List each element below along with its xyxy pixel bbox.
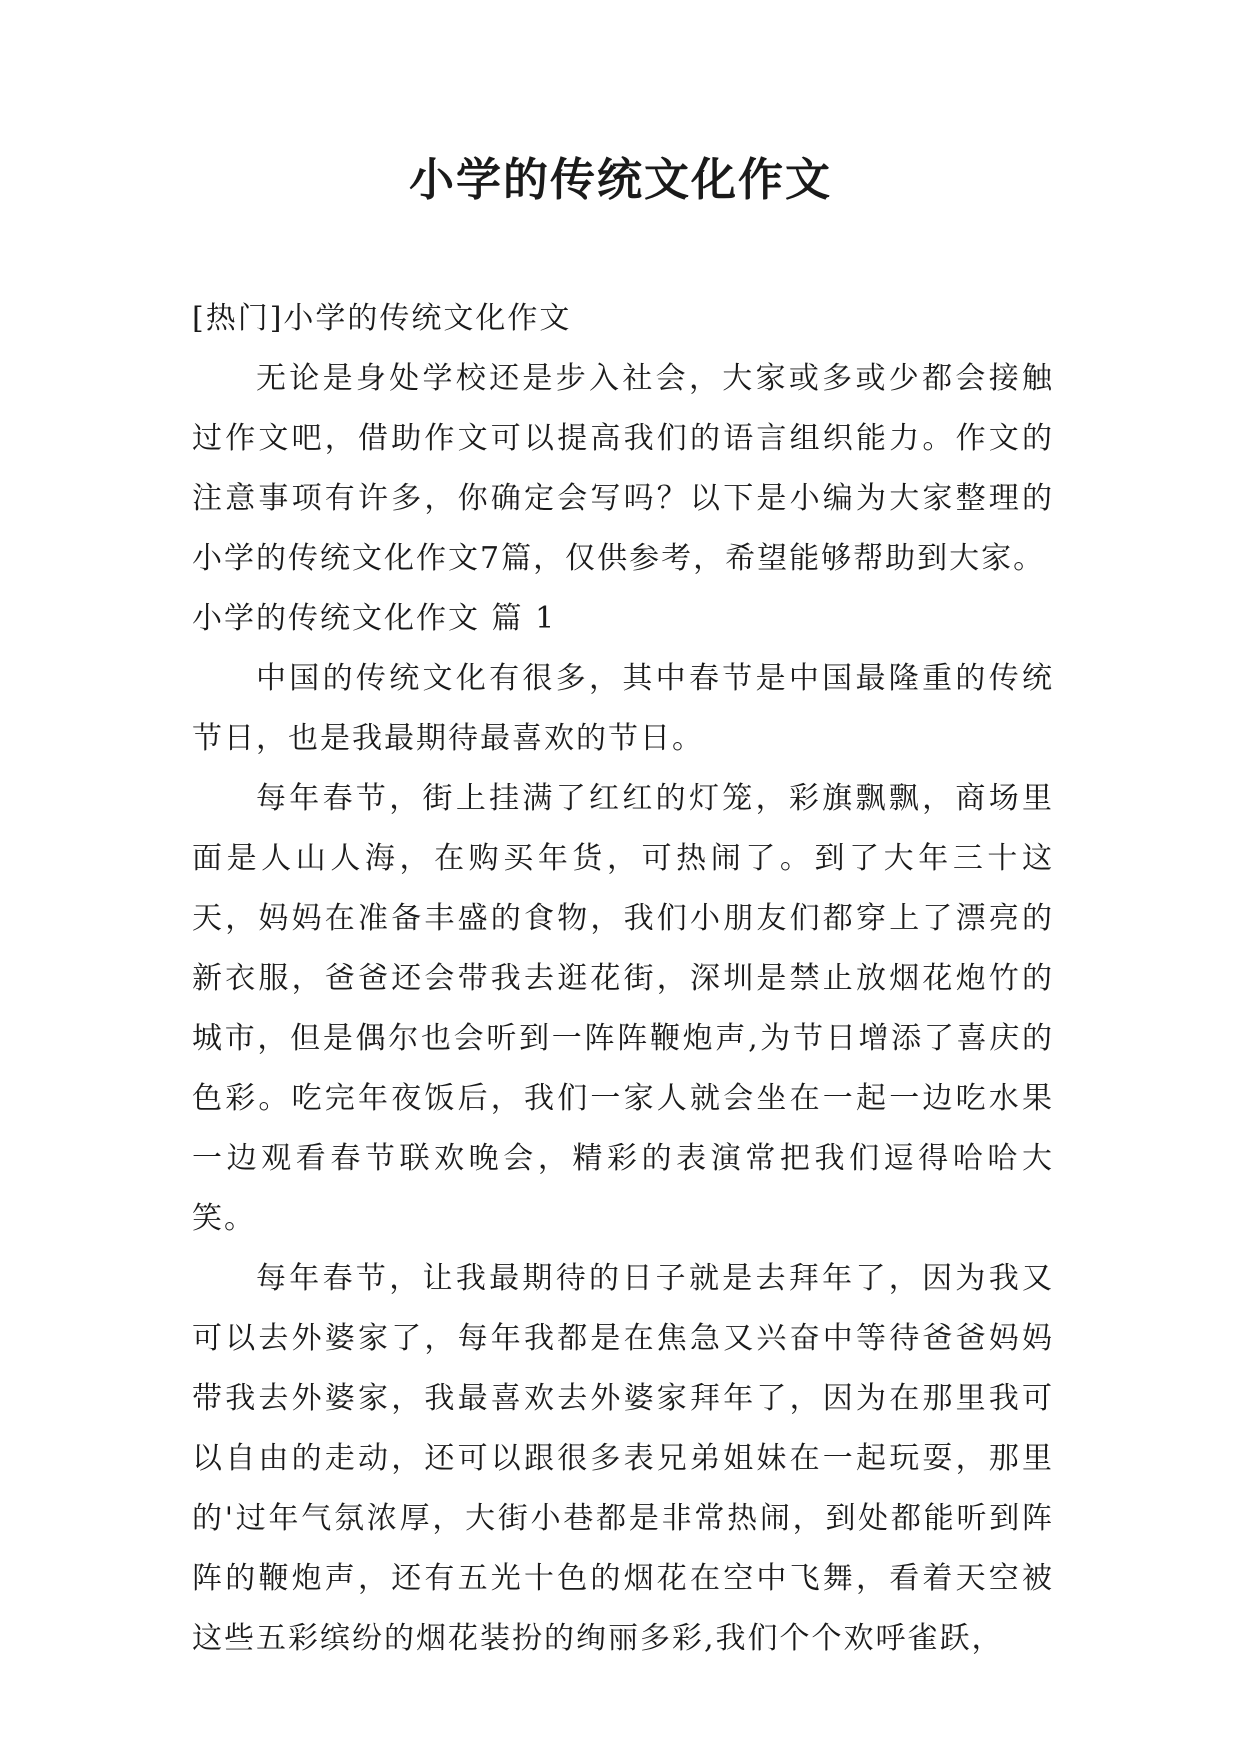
document-body bbox=[192, 289, 1054, 1669]
body-paragraph: 每年春节，街上挂满了红红的灯笼，彩旗飘飘，商场里面是人山人海，在购买年货，可热闹了。到了大年三十这天，妈妈在准备丰盛的食物，我们小朋友们都穿上了漂亮的新衣服，爸爸还会带我去逛花街，深圳是禁止放烟花炮竹的城市，但是偶尔也会听到一阵阵鞭炮声,为节日增添了喜庆的色彩。吃完年夜饭后，我们一家人就会坐在一起一边吃水果一边观看春节联欢晚会，精彩的表演常把我们逗得哈哈大笑。 bbox=[192, 781, 1054, 1236]
body-paragraph: 中国的传统文化有很多，其中春节是中国最隆重的传统节日，也是我最期待最喜欢的节日。 bbox=[192, 661, 1054, 756]
document-title: 小学的传统文化作文 bbox=[408, 153, 832, 206]
intro-paragraph: 无论是身处学校还是步入社会，大家或多或少都会接触过作文吧，借助作文可以提高我们的语言组织能力。作文的注意事项有许多，你确定会写吗？以下是小编为大家整理的小学的传统文化作文7篇，仅供参考，希望能够帮助到大家。 bbox=[192, 361, 1054, 576]
body-paragraph: 每年春节，让我最期待的日子就是去拜年了，因为我又可以去外婆家了，每年我都是在焦急又兴奋中等待爸爸妈妈带我去外婆家，我最喜欢去外婆家拜年了，因为在那里我可以自由的走动，还可以跟很多表兄弟姐妹在一起玩耍，那里的'过年气氛浓厚，大街小巷都是非常热闹，到处都能听到阵阵的鞭炮声，还有五光十色的烟花在空中飞舞，看着天空被这些五彩缤纷的烟花装扮的绚丽多彩,我们个个欢呼雀跃， bbox=[192, 1261, 1054, 1656]
document-subtitle: [热门]小学的传统文化作文 bbox=[192, 301, 572, 336]
section-heading: 小学的传统文化作文 篇 1 bbox=[192, 601, 557, 636]
